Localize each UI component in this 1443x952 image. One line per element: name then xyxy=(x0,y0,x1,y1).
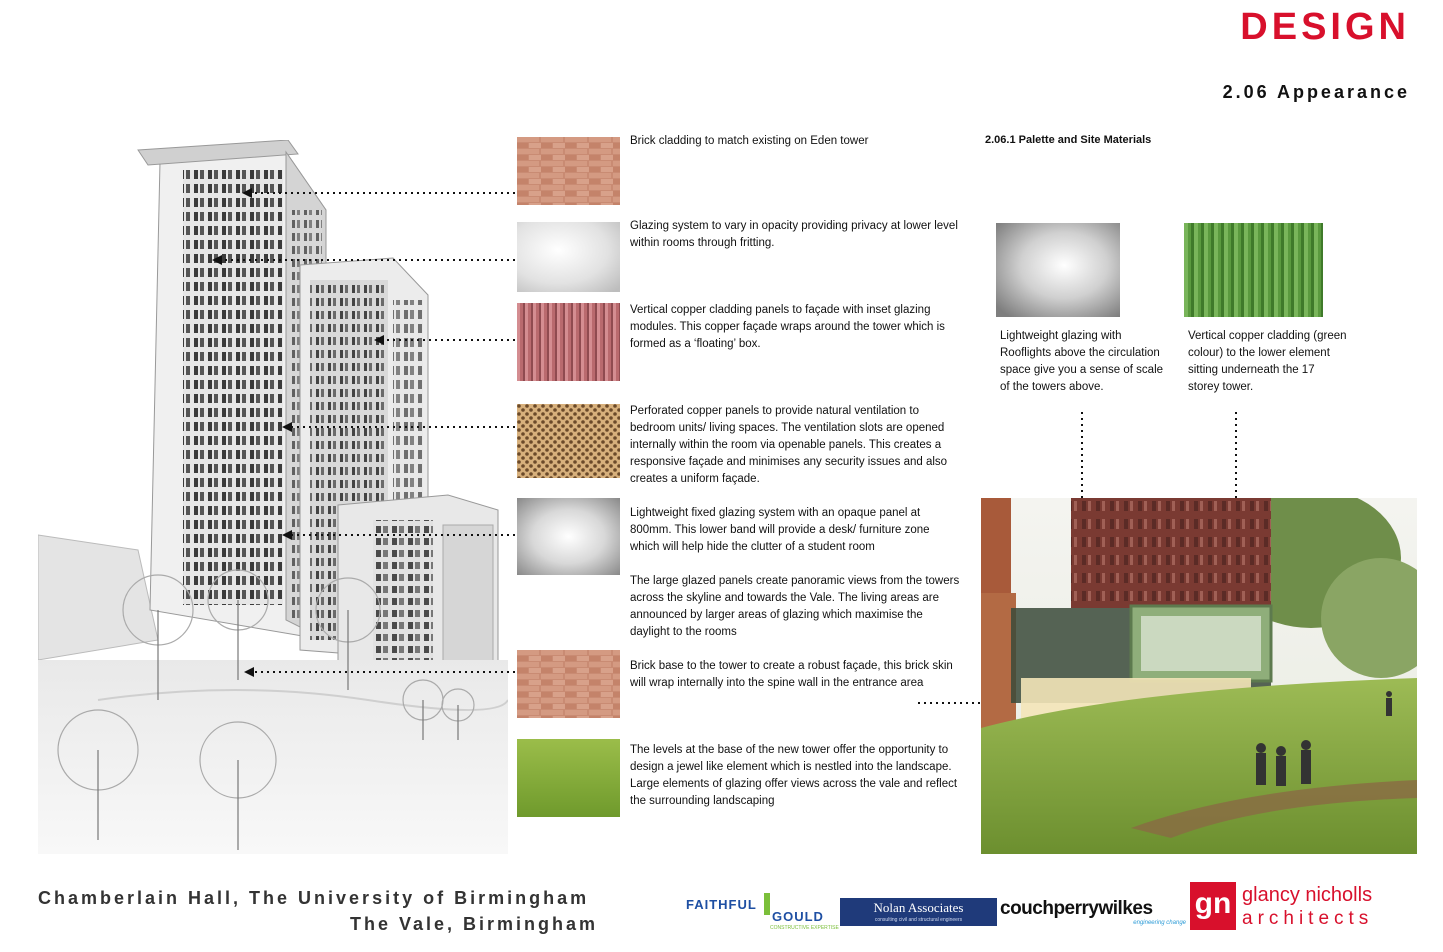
cpw-tagline: engineering change xyxy=(1133,920,1186,926)
faithful-tagline: CONSTRUCTIVE EXPERTISE xyxy=(770,925,839,931)
gn-logo-line1: glancy nicholls xyxy=(1242,884,1373,906)
material-perforated-text: Perforated copper panels to provide natural ventilation to bedroom units/ living spaces. The ventilation slots are opened internally within the room via openable panels. This creates a responsive façade and minimises any security issues and also creates a uniform façade. xyxy=(630,405,948,485)
material-copper-text: Vertical copper cladding panels to façade with inset glazing modules. This copper façade wraps around the tower which is formed as a ‘floating’ box. xyxy=(630,304,945,350)
page-title: DESIGN xyxy=(1240,6,1410,48)
fixed-glazing-swatch xyxy=(517,498,620,575)
material-panoramic-text: The large glazed panels create panoramic views from the towers across the skyline and towards the Vale. The living areas are announced by larger areas of glazing which maximise the daylight to the rooms xyxy=(630,575,960,638)
cpw-logo-text: couchperrywilkes xyxy=(1000,898,1153,919)
grass-swatch xyxy=(517,739,620,817)
fritted-glass-swatch xyxy=(517,222,620,292)
brick-swatch xyxy=(517,137,620,205)
couchperrywilkes-logo xyxy=(1000,896,1188,930)
material-glazing-text: Glazing system to vary in opacity providing privacy at lower level within rooms through fritting. xyxy=(630,220,958,249)
faithful-logo-text: FAITHFUL xyxy=(686,897,757,912)
palette-title: 2.06.1 Palette and Site Materials xyxy=(985,134,1152,146)
rooflight-glazing-swatch xyxy=(996,223,1120,317)
gn-logo-line2: architects xyxy=(1242,908,1374,929)
section-title: 2.06 Appearance xyxy=(1222,82,1410,102)
material-landscape-text: The levels at the base of the new tower offer the opportunity to design a jewel like element which is nestled into the landscape. Large elements of glazing offer views across the vale and reflect the surrounding landscaping xyxy=(630,744,958,807)
brick-base-swatch xyxy=(517,650,620,718)
palette-glazing-text: Lightweight glazing with Rooflights above the circulation space give you a sense of scale of the towers above. xyxy=(1000,330,1164,393)
landscape-rendering xyxy=(981,498,1417,854)
nolan-tagline: consulting civil and structural engineers xyxy=(874,917,963,923)
nolan-logo-text: Nolan Associates xyxy=(873,900,964,915)
material-brick-text: Brick cladding to match existing on Eden tower xyxy=(630,135,869,147)
gn-logo-mark: gn xyxy=(1190,882,1236,930)
material-brick-base-text: Brick base to the tower to create a robust façade, this brick skin will wrap internally into the spine wall in the entrance area xyxy=(630,660,953,689)
perforated-copper-swatch xyxy=(517,404,620,478)
copper-cladding-swatch xyxy=(517,303,620,381)
green-copper-swatch xyxy=(1184,223,1323,317)
project-name: Chamberlain Hall, The University of Birmingham xyxy=(38,888,590,908)
palette-copper-text: Vertical copper cladding (green colour) to the lower element sitting underneath the 17 storey tower. xyxy=(1188,330,1347,393)
gould-logo-text: GOULD xyxy=(772,909,824,924)
project-location: The Vale, Birmingham xyxy=(350,914,599,934)
glancy-nicholls-logo xyxy=(1190,882,1420,934)
material-fixed-glazing-text: Lightweight fixed glazing system with an opaque panel at 800mm. This lower band will provide a desk/ furniture zone which will help hide the clutter of a student room xyxy=(630,507,930,553)
faithful-logo-mark xyxy=(764,893,770,915)
nolan-associates-logo xyxy=(840,898,997,926)
faithful-gould-logo xyxy=(686,893,839,933)
